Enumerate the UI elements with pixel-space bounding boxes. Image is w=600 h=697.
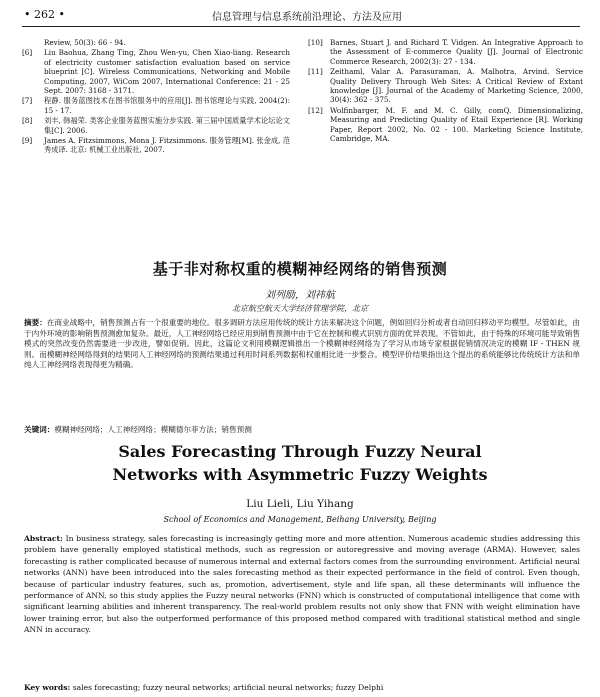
english-affiliation: School of Economics and Management, Beihang University, Beijing — [163, 515, 437, 524]
chinese-abstract — [24, 318, 580, 371]
references-left — [22, 38, 290, 156]
english-title — [0, 440, 600, 486]
reference-item: [9] James A. Fitzsimmons, Mona J. Fitzsimmons. 服务管理[M]. 张金成, 范秀成译. 北京: 机械工业出版社, 2007. — [22, 136, 290, 155]
english-keywords — [24, 683, 580, 692]
english-keywords-text: sales forecasting; fuzzy neural networks; artificial neural networks; fuzzy Delphi — [72, 683, 384, 692]
chinese-authors: 刘列励，刘祎航 — [265, 290, 335, 301]
chinese-keywords-label: 关键词： — [24, 425, 55, 434]
reference-item: [11] Zeithaml, Valar A. Parasuraman, A. Malhotra, Arvind. Service Quality Delivery Through Web Sites: A Critical Review of Extant knowledge [J]. Journal of the Academy of Marketing Science, 2000, 30(4): 362 - 375. — [308, 67, 583, 105]
english-keywords-label: Key words: — [24, 683, 71, 692]
reference-item: [6] Liu Baohua, Zhang Ting, Zhou Wen-yu, Chen Xiao-liang. Research of electricity customer satisfaction evaluation based on service blueprint [C]. Wireless Communications, Networking and Mobile Computing, 2007, WiCom 2007, International Conference: 21 - 25 Sept. 2007: 3168 - 3171. — [22, 48, 290, 96]
english-title-line1: Sales Forecasting Through Fuzzy Neural — [118, 442, 482, 461]
journal-title: 信息管理与信息系统前沿理论、方法及应用 — [212, 12, 402, 23]
english-abstract — [24, 533, 580, 636]
reference-item: [12] Wolfinbarger, M. F. and M. C. Gilly, comQ. Dimensionalizing, Measuring and Predicting Quality of Etail Experience [R]. Working Paper, Report 2002, No. 02 - 100. Marketing Science Institute, Cambridge, MA. — [308, 105, 583, 144]
chinese-abstract-text: 在商业战略中，销售预测占有一个很重要的地位。很多调研方法应用传统的统计方法来解决这个问题，例如回归分析或者自动回归移动平均模型。尽管如此，由于内外环境的影响销售预测愈加复杂。最近，人工神经网络已经应用到销售预测中由于它在控制和模式识别方面的优异表现。不管如此，由于特殊的环境可能导致销售模式的突然改变仍然需要进一步改进，譬如促销。因此，这篇论文利用模糊逻辑推出一个模糊神经网络为了学习从市场专家根据促销情况决定的模糊 IF - THEN 规则。而模糊神经网络得到的结果同人工神经网络的预测结果通过利用时间系列数据和权重相比进一步整合。模型评价结果指出这个提出的系统能够比传统统计方法和单纯人工神经网络表现得更为精确。 — [24, 318, 581, 369]
page-number: • 262 • — [24, 8, 65, 21]
reference-item: [10] Barnes, Stuart J. and Richard T. Vidgen. An Integrative Approach to the Assessment of E-commerce Quality [J]. Journal of Electronic Commerce Research, 2002(3): 27 - 134. — [308, 38, 583, 66]
reference-item: [7] 程静. 服务蓝图技术在图书馆服务中的应用[J]. 图书馆理论与实践, 2004(2): 15 - 17. — [22, 96, 290, 115]
english-abstract-label: Abstract: — [24, 534, 63, 543]
english-authors: Liu Lieli, Liu Yihang — [246, 498, 354, 510]
chinese-affiliation: 北京航空航天大学经济管理学院，北京 — [232, 304, 368, 313]
english-abstract-text: In business strategy, sales forecasting is increasingly getting more and more attention. Numerous academic studies addressing this problem have generally employed statistical methods, such as regression or autoregressive and moving average (ARMA). However, sales forecasting is rather complicated because of numerous internal and external factors comes from the surrounding environment. Artificial neural networks (ANN) have been introduced into the sales forecasting method as their expected performance in the field of control. Even though, because of particular industry features, such as, promotion, advertisement, style and life span, all these determinants will influence the performance of ANN, so this study applies the Fuzzy neural networks (FNN) which is constructed of computational intelligence that come with significant learning abilities and inherent transparency. The real-world problem results not only show that FNN with weight elimination have lower training error, but also the outperformed performance of this proposed method compared with traditional statistical method and single ANN in accuracy. — [24, 534, 580, 635]
chinese-keywords — [24, 424, 580, 435]
references-right — [308, 38, 583, 144]
page-header — [22, 6, 580, 27]
english-title-line2: Networks with Asymmetric Fuzzy Weights — [112, 465, 488, 484]
reference-item: Review, 50(3): 66 - 94. — [44, 38, 126, 47]
chinese-abstract-label: 摘要： — [24, 318, 47, 327]
chinese-keywords-text: 模糊神经网络；人工神经网络；模糊德尔菲方法；销售预测 — [54, 425, 252, 434]
reference-item: [8] 刘丰, 韩福荣. 类客企业服务蓝图实施分步实践. 第三届中国质量学术论坛论文集[C]. 2006. — [22, 116, 290, 135]
chinese-title: 基于非对称权重的模糊神经网络的销售预测 — [152, 260, 448, 278]
